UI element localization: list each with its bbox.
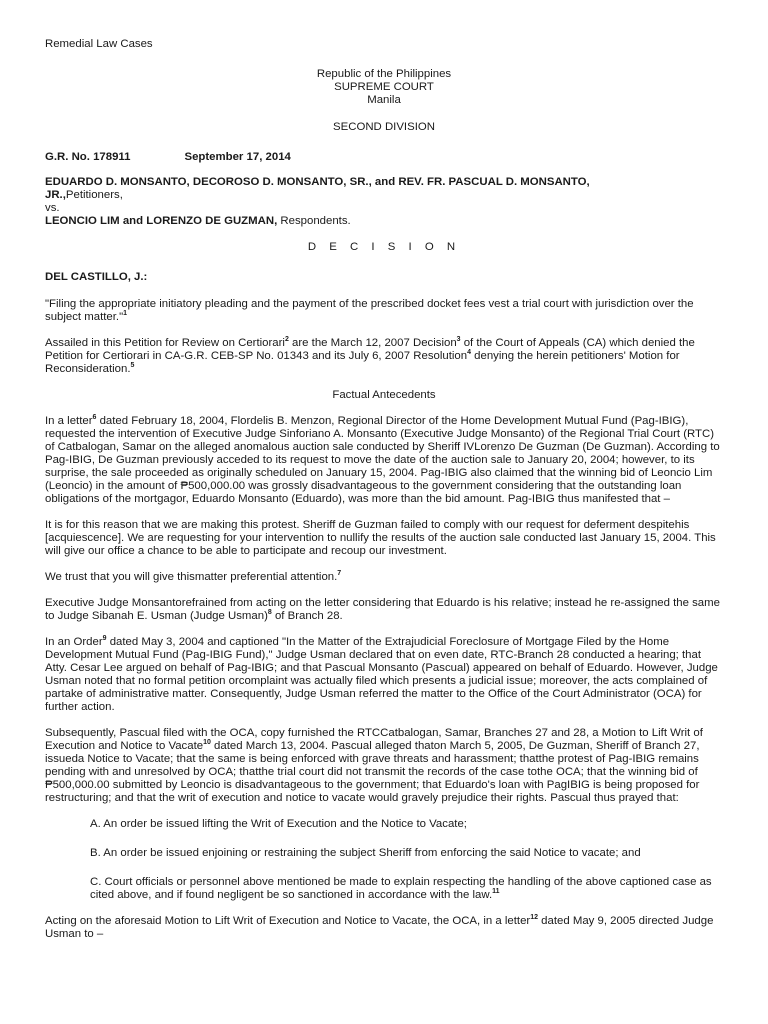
footnote-ref-1[interactable]: 1 bbox=[123, 310, 128, 318]
section-heading-factual: Factual Antecedents bbox=[332, 389, 436, 401]
court-caption bbox=[45, 68, 723, 107]
petitioners-suffix: JR., bbox=[45, 189, 66, 201]
footnote-ref-4[interactable]: 4 bbox=[467, 349, 471, 357]
document-header: Remedial Law Cases bbox=[45, 38, 153, 50]
footnote-ref-5[interactable]: 5 bbox=[130, 362, 135, 370]
prayer-item-a: A. An order be issued lifting the Writ of Execution and the Notice to Vacate; bbox=[90, 818, 467, 830]
footnote-ref-6[interactable]: 6 bbox=[92, 414, 97, 422]
quote-2: We trust that you will give thismatter preferential attention.$^7$ bbox=[45, 570, 342, 583]
footnote-ref-3[interactable]: 3 bbox=[456, 336, 461, 344]
petitioners-label: Petitioners, bbox=[65, 189, 123, 201]
footnote-ref-8[interactable]: 8 bbox=[267, 609, 272, 617]
court-name: SUPREME COURT bbox=[334, 81, 434, 93]
respondents-names: LEONCIO LIM and LORENZO DE GUZMAN, bbox=[45, 215, 278, 227]
paragraph-1: "Filing the appropriate initiatory pleading and the payment of the prescribed docket fees vest a trial court with jurisdiction over the subject matter."$^1$ bbox=[45, 298, 694, 323]
quote-1: It is for this reason that we are making this protest. Sheriff de Guzman failed to comply with our request for deferment despitehis [acquiescence]. We are requesting for your intervention to nullify the results of the auction sale conducted last January 15, 2004. This will give our office a chance to be able to participate and recoup our investment. bbox=[45, 519, 716, 557]
republic-line: Republic of the Philippines bbox=[316, 68, 452, 80]
prayer-item-b: B. An order be issued enjoining or restraining the subject Sheriff from enforcing the said Notice to vacate; and bbox=[90, 847, 641, 859]
paragraph-3: In a letter$^6$ dated February 18, 2004, Flordelis B. Menzon, Regional Director of the Home Development Mutual Fund (Pag-IBIG), requested the intervention of Executive Judge Sinforiano A. Monsanto (Executive Judge Monsanto) of the Regional Trial Court (RTC) of Catbalogan, Samar on the alleged anomalous auction sale conducted by Sheriff IVLorenzo De Guzman (De Guzman). According to Pag-IBIG, De Guzman previously acceded to its request to move the date of the auction sale to January 20, 2004; however, to its surprise, the sale proceeded as originally scheduled on January 15, 2004. Pag-IBIG also claimed that the winning bid of Leoncio Lim (Leoncio) in the amount of ₱500,000.00 was grossly disadvantageous to the government considering that the outstanding loan obligations of the mortgagor, Eduardo Monsanto (Eduardo), was more than the bid amount. Pag-IBIG thus manifested that – bbox=[45, 414, 720, 505]
court-city: Manila bbox=[367, 94, 401, 106]
footnote-ref-7[interactable]: 7 bbox=[337, 570, 342, 578]
respondents-label: Respondents. bbox=[277, 215, 351, 227]
footnote-ref-9[interactable]: 9 bbox=[102, 635, 107, 643]
paragraph-4: Executive Judge Monsantorefrained from acting on the letter considering that Eduardo is his relative; instead he re-assigned the same to Judge Sibanah E. Usman (Judge Usman)$^8$ of Branch 28. bbox=[45, 597, 720, 622]
footnote-ref-2[interactable]: 2 bbox=[284, 336, 289, 344]
prayer-item-c: C. Court officials or personnel above mentioned be made to explain respecting the handling of the above captioned case as cited above, and if found negligent be so sanctioned in accordance with the law.$^{11}$ bbox=[90, 876, 712, 901]
paragraph-7: Acting on the aforesaid Motion to Lift Writ of Execution and Notice to Vacate, the OCA, in a letter$^{12}$ dated May 9, 2005 directed Judge Usman to – bbox=[45, 914, 714, 940]
paragraph-5: In an Order$^9$ dated May 3, 2004 and captioned "In the Matter of the Extrajudicial Foreclosure of Mortgage Filed by the Home Development Mutual Fund (Pag-IBIG Fund)," Judge Usman declared that on even date, RTC-Branch 28 conducted a hearing; that Atty. Cesar Lee argued on behalf of Pag-IBIG; and that Pascual Monsanto (Pascual) appeared on behalf of Eduardo. However, Judge Usman noted that no formal petition orcomplaint was actually filed which presents a judicial issue; moreover, the acts complained of partake of administrative matter. Consequently, Judge Usman referred the matter to the Office of the Court Administrator (OCA) for further action. bbox=[45, 635, 718, 713]
footnote-ref-12[interactable]: 12 bbox=[530, 914, 538, 922]
footnote-ref-10[interactable]: 10 bbox=[203, 739, 211, 747]
gr-number: G.R. No. 178911 bbox=[45, 151, 131, 163]
parties-block bbox=[45, 176, 723, 228]
footnote-ref-11[interactable]: 11 bbox=[492, 888, 500, 896]
paragraph-6: Subsequently, Pascual filed with the OCA, copy furnished the RTCCatbalogan, Samar, Branches 27 and 28, a Motion to Lift Writ of Execution and Notice to Vacate$^{10}$ dated March 13, 2004. Pascual alleged thaton March 5, 2005, De Guzman, Sheriff of Branch 27, issueda Notice to Vacate; that the same is being enforced with grave threats and harassment; thatthe protest of Pag-IBIG remains pending with and unresolved by OCA; thatthe trial court did not transmit the records of the case tothe OCA; that the winning bid of ₱500,000.00 submitted by Leoncio is disadvantageous to the government; that Eduardo's loan with PagIBIG is being proposed for restructuring; and that the writ of execution and notice to vacate would gravely prejudice their rights. Pascual thus prayed that: bbox=[45, 727, 703, 804]
paragraph-2: Assailed in this Petition for Review on Certiorari$^2$ are the March 12, 2007 Decision$^3$ of the Court of Appeals (CA) which denied the Petition for Certiorari in CA-G.R. CEB-SP No. 01343 and its July 6, 2007 Resolution$^4$ denying the herein petitioners' Motion for Reconsideration.$^5$ bbox=[45, 336, 695, 375]
ponente: DEL CASTILLO, J.: bbox=[45, 271, 148, 283]
petitioners-names: EDUARDO D. MONSANTO, DECOROSO D. MONSANTO, SR., and REV. FR. PASCUAL D. MONSANTO, bbox=[45, 176, 590, 188]
decision-title: D E C I S I O N bbox=[307, 241, 461, 253]
versus-label: vs. bbox=[45, 202, 60, 214]
division-label: SECOND DIVISION bbox=[333, 121, 435, 133]
decision-date: September 17, 2014 bbox=[184, 151, 291, 163]
case-number-line bbox=[45, 151, 723, 164]
